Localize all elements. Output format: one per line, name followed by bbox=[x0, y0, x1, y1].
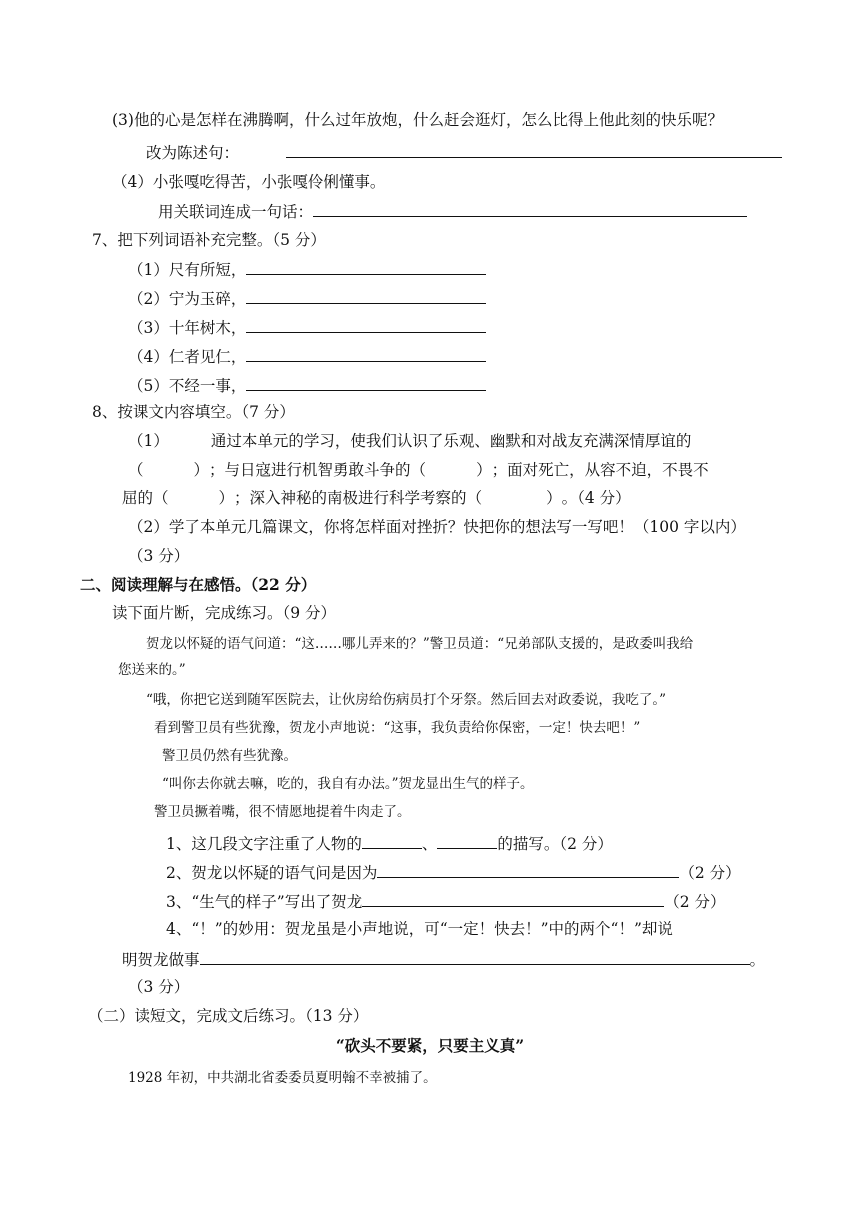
answer-blank[interactable] bbox=[200, 948, 750, 965]
q6-3-text: (3)他的心是怎样在沸腾啊，什么过年放炮，什么赶会逛灯，怎么比得上他此刻的快乐呢？ bbox=[112, 111, 723, 129]
q6-3-instruction: 改为陈述句： bbox=[146, 141, 782, 163]
answer-blank[interactable] bbox=[362, 832, 422, 849]
answer-blank[interactable] bbox=[286, 141, 782, 158]
p1-question-4-line2: 明贺龙做事 。 bbox=[122, 948, 765, 970]
q7-item-5: （5）不经一事， bbox=[128, 374, 486, 396]
answer-blank[interactable] bbox=[246, 374, 486, 391]
p1-question-4-line1: 4、“！”的妙用：贺龙虽是小声地说，可“一定！快去！”中的两个“！”却说 bbox=[166, 920, 673, 938]
passage-line: 警卫员撅着嘴，很不情愿地提着牛肉走了。 bbox=[154, 804, 411, 820]
section2-part2-heading: （二）读短文，完成文后练习。（13 分） bbox=[88, 1007, 369, 1025]
p1-question-2: 2、贺龙以怀疑的语气问是因为 （2 分） bbox=[166, 861, 741, 883]
section2-part1-heading: 读下面片断，完成练习。（9 分） bbox=[112, 604, 337, 622]
q8-heading: 8、按课文内容填空。（7 分） bbox=[92, 403, 295, 421]
q7-heading: 7、把下列词语补充完整。（5 分） bbox=[92, 231, 326, 249]
p1-question-4-score: （3 分） bbox=[128, 978, 190, 996]
answer-blank[interactable] bbox=[437, 832, 497, 849]
q8-2-line2: （3 分） bbox=[128, 547, 190, 565]
q7-item-3: （3）十年树木， bbox=[128, 316, 486, 338]
answer-blank[interactable] bbox=[246, 316, 486, 333]
answer-blank[interactable] bbox=[313, 200, 747, 217]
q8-1-line1: （1） 通过本单元的学习，使我们认识了乐观、幽默和对战友充满深情厚谊的 bbox=[128, 432, 692, 450]
q7-item-1: （1）尺有所短， bbox=[128, 258, 486, 280]
p1-question-1: 1、这几段文字注重了人物的 、 的描写。（2 分） bbox=[166, 832, 613, 854]
answer-blank[interactable] bbox=[246, 258, 486, 275]
q7-item-2: （2）宁为玉碎， bbox=[128, 287, 486, 309]
passage-line: 看到警卫员有些犹豫，贺龙小声地说：“这事，我负责给你保密，一定！快去吧！” bbox=[154, 720, 641, 736]
passage-line: “叫你去你就去嘛，吃的，我自有办法。”贺龙显出生气的样子。 bbox=[162, 776, 534, 792]
passage-line: “哦，你把它送到随军医院去，让伙房给伤病员打个牙祭。然后回去对政委说，我吃了。” bbox=[146, 692, 667, 708]
q7-item-4: （4）仁者见仁， bbox=[128, 345, 486, 367]
answer-paren[interactable]: （ ） bbox=[128, 461, 210, 479]
q6-4-instruction: 用关联词连成一句话： bbox=[158, 200, 747, 222]
answer-paren[interactable]: （ ） bbox=[410, 461, 492, 479]
answer-paren[interactable]: （ ） bbox=[153, 489, 235, 507]
passage2-title: “砍头不要紧，只要主义真” bbox=[335, 1036, 525, 1055]
p1-question-3: 3、“生气的样子”写出了贺龙 （2 分） bbox=[166, 890, 726, 912]
q8-2-line1: （2）学了本单元几篇课文，你将怎样面对挫折？快把你的想法写一写吧！（100 字以内） bbox=[128, 518, 746, 536]
q8-1-line2: （ ）；与日寇进行机智勇敢斗争的（ ）；面对死亡，从容不迫，不畏不 bbox=[128, 461, 709, 479]
passage-line: 贺龙以怀疑的语气问道：“这……哪儿弄来的？”警卫员道：“兄弟部队支援的，是政委叫我给 bbox=[146, 636, 694, 652]
passage-line: 警卫员仍然有些犹豫。 bbox=[162, 748, 297, 764]
passage-line: 1928 年初，中共湖北省委委员夏明翰不幸被捕了。 bbox=[128, 1070, 437, 1086]
passage-line: 您送来的。” bbox=[118, 662, 186, 678]
answer-blank[interactable] bbox=[246, 345, 486, 362]
answer-blank[interactable] bbox=[377, 861, 679, 878]
answer-blank[interactable] bbox=[246, 287, 486, 304]
q6-4-text: （4）小张嘎吃得苦，小张嘎伶俐懂事。 bbox=[112, 173, 386, 191]
answer-paren[interactable]: （ ） bbox=[466, 489, 562, 507]
section2-heading: 二、阅读理解与在感悟。（22 分） bbox=[80, 575, 317, 594]
q8-1-line3: 屈的（ ）；深入神秘的南极进行科学考察的（ ）。（4 分） bbox=[122, 489, 631, 507]
answer-blank[interactable] bbox=[362, 890, 664, 907]
